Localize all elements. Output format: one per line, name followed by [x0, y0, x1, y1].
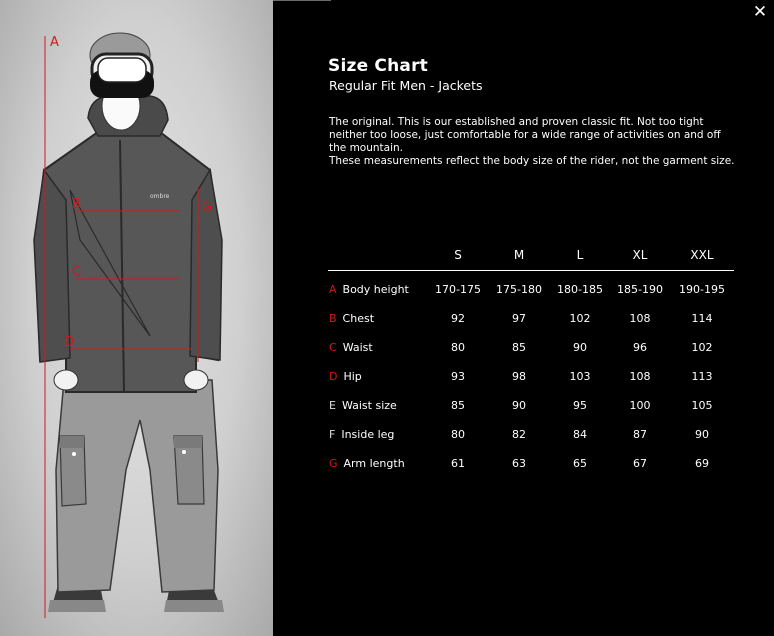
table-cell: 95 — [573, 399, 587, 412]
row-label — [328, 391, 428, 420]
top-divider — [273, 0, 331, 1]
row-label-text: Inside leg — [341, 428, 395, 441]
rider-illustration — [0, 0, 273, 636]
table-cell: 190-195 — [679, 283, 725, 296]
table-cell: 87 — [633, 428, 647, 441]
size-header: XXL — [670, 240, 734, 271]
fit-description — [329, 116, 741, 168]
row-letter: G — [329, 457, 338, 470]
row-label — [328, 362, 428, 391]
table-row — [328, 362, 734, 391]
table-cell: 69 — [695, 457, 709, 470]
table-cell: 170-175 — [435, 283, 481, 296]
table-cell: 113 — [691, 370, 713, 383]
brand-logo-text: ombre — [150, 193, 170, 200]
row-label — [328, 420, 428, 449]
table-cell: 63 — [512, 457, 526, 470]
size-header: S — [428, 240, 488, 271]
row-letter: F — [329, 428, 336, 441]
rider-illustration-panel — [0, 0, 273, 636]
table-cell: 102 — [569, 312, 591, 325]
row-letter: E — [329, 399, 336, 412]
size-header: L — [550, 240, 610, 271]
table-cell: 185-190 — [617, 283, 663, 296]
row-label — [328, 333, 428, 362]
fit-description-text: The original. This is our established and proven classic fit. Not too tight neither too loose, just comfortable for a wide range of activities on and off the mountain. — [329, 116, 721, 154]
table-row — [328, 420, 734, 449]
row-letter: C — [329, 341, 337, 354]
table-cell: 175-180 — [496, 283, 542, 296]
row-label — [328, 449, 428, 478]
page-title: Size Chart — [328, 56, 428, 76]
measure-label-c: C — [72, 265, 82, 280]
row-label-text: Chest — [342, 312, 375, 325]
table-cell: 108 — [629, 312, 651, 325]
row-label-text: Hip — [343, 370, 362, 383]
table-cell: 80 — [451, 428, 465, 441]
row-label-text: Body height — [342, 283, 409, 296]
row-label — [328, 271, 428, 305]
table-cell: 97 — [512, 312, 526, 325]
row-letter: A — [329, 283, 337, 296]
table-cell: 103 — [569, 370, 591, 383]
table-cell: 93 — [451, 370, 465, 383]
row-label-text: Waist — [342, 341, 373, 354]
row-label-text: Arm length — [343, 457, 405, 470]
table-cell: 180-185 — [557, 283, 603, 296]
page-subtitle: Regular Fit Men - Jackets — [329, 78, 483, 93]
table-row — [328, 391, 734, 420]
table-cell: 92 — [451, 312, 465, 325]
row-letter: D — [329, 370, 338, 383]
size-header: M — [488, 240, 550, 271]
table-cell: 98 — [512, 370, 526, 383]
table-row — [328, 333, 734, 362]
size-table — [328, 240, 734, 478]
measure-label-b: B — [72, 197, 81, 212]
table-cell: 82 — [512, 428, 526, 441]
row-label — [328, 304, 428, 333]
header-label-cell — [328, 240, 428, 271]
close-icon[interactable]: ✕ — [752, 2, 768, 22]
size-header-row — [328, 240, 734, 271]
measure-label-g: G — [202, 200, 213, 215]
table-cell: 67 — [633, 457, 647, 470]
table-cell: 96 — [633, 341, 647, 354]
table-row — [328, 304, 734, 333]
table-cell: 84 — [573, 428, 587, 441]
table-cell: 85 — [512, 341, 526, 354]
measure-label-a: A — [50, 35, 59, 50]
table-cell: 100 — [629, 399, 651, 412]
table-cell: 90 — [512, 399, 526, 412]
table-cell: 65 — [573, 457, 587, 470]
row-letter: B — [329, 312, 337, 325]
table-cell: 61 — [451, 457, 465, 470]
table-cell: 102 — [691, 341, 713, 354]
table-cell: 90 — [695, 428, 709, 441]
table-cell: 80 — [451, 341, 465, 354]
table-cell: 105 — [691, 399, 713, 412]
table-row — [328, 271, 734, 305]
table-cell: 114 — [691, 312, 713, 325]
row-label-text: Waist size — [341, 399, 397, 412]
table-cell: 108 — [629, 370, 651, 383]
size-header: XL — [610, 240, 670, 271]
fit-description-note: These measurements reflect the body size of the rider, not the garment size. — [329, 155, 735, 167]
table-cell: 85 — [451, 399, 465, 412]
table-cell: 90 — [573, 341, 587, 354]
measure-label-d: D — [64, 335, 75, 350]
table-row — [328, 449, 734, 478]
